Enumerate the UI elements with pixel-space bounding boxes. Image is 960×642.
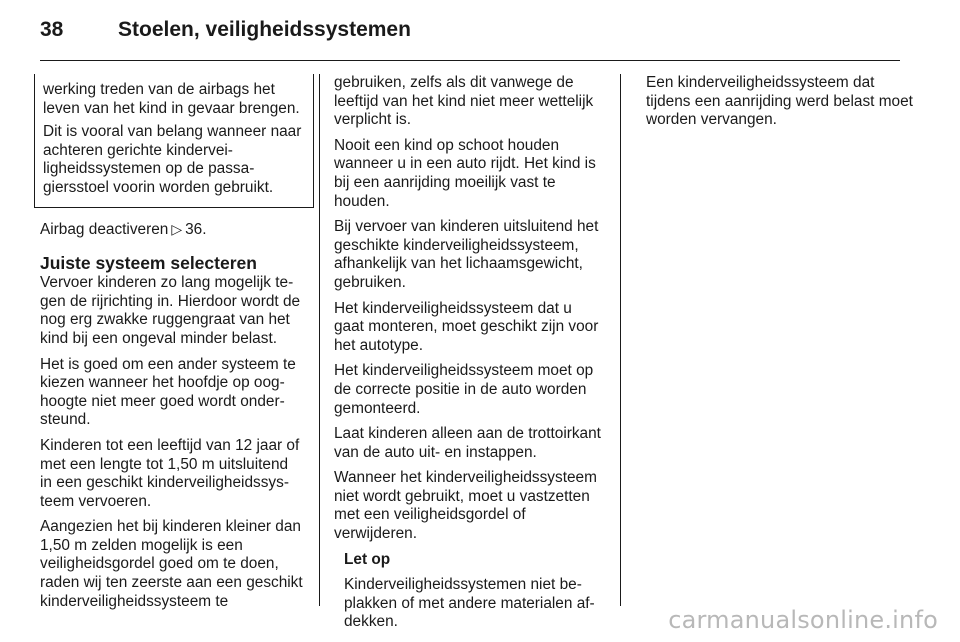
- column-2: [334, 74, 604, 639]
- page-number: 38: [40, 18, 64, 41]
- cross-reference-text: Airbag deactiveren: [40, 220, 169, 238]
- warning-box: [34, 74, 314, 208]
- column-1: [40, 74, 304, 618]
- body-paragraph: Een kinderveiligheidssysteem dat tijdens een aanrijding werd belast moet worden vervangen.: [646, 74, 913, 129]
- body-paragraph: Het kinderveiligheidssysteem moet op de correcte positie in de auto worden gemonteerd.: [334, 362, 594, 417]
- arrow-right-triangle-icon: ▷: [171, 220, 183, 237]
- note-title: Let op: [344, 550, 391, 568]
- header-divider: [40, 60, 900, 61]
- body-paragraph: Het is goed om een ander systeem te kiezen wanneer het hoofdje op ooghoogte niet meer goed wordt ondersteund.: [40, 355, 296, 429]
- body-paragraph: Wanneer het kinderveiligheidssysteem niet wordt gebruikt, moet u vastzetten met een veiligheidsgordel of verwijderen.: [334, 469, 597, 543]
- body-paragraph: Vervoer kinderen zo lang mogelijk tegen de rijrichting in. Hierdoor wordt de nog erg zwakke ruggengraat van het kind bij een ongeval minder belast.: [40, 274, 301, 347]
- warning-paragraph: werking treden van de airbags het leven van het kind in gevaar brengen.: [43, 81, 300, 117]
- warning-paragraph: Dit is vooral van belang wanneer naar achteren gerichte kinderveiligheidssystemen op de passagiersstoel voorin worden gebruikt.: [43, 123, 302, 196]
- cross-reference-page: 36.: [185, 220, 207, 238]
- page-title: Stoelen, veiligheidssystemen: [118, 18, 411, 41]
- note-text: Kinderveiligheidssystemen niet beplakken of met andere materialen afdekken.: [344, 576, 595, 631]
- note-box: [344, 551, 604, 632]
- body-paragraph: Aangezien het bij kinderen kleiner dan 1,50 m zelden mogelijk is een veiligheidsgordel goed om te doen, raden wij ten zeerste aan een geschikt kinderveiligheidssysteem te: [40, 518, 303, 610]
- page-header: [0, 0, 960, 60]
- column-3: [646, 74, 916, 137]
- body-paragraph: Laat kinderen alleen aan de trottoirkant van de auto uit- en instappen.: [334, 425, 601, 461]
- body-paragraph: Het kinderveiligheidssysteem dat u gaat monteren, moet geschikt zijn voor het autotype.: [334, 299, 599, 354]
- column-divider: [620, 74, 621, 606]
- section-heading: Juiste systeem selecteren: [40, 253, 257, 274]
- cross-reference[interactable]: [40, 220, 304, 240]
- watermark: carmanualsonline.info: [668, 606, 938, 634]
- column-divider: [319, 74, 320, 606]
- body-paragraph: Nooit een kind op schoot houden wanneer u in een auto rijdt. Het kind is bij een aanrijding moeilijk vast te houden.: [334, 136, 596, 210]
- body-paragraph: Bij vervoer van kinderen uitsluitend het geschikte kinderveiligheidssysteem, afhankelijk van het lichaamsgewicht, gebruiken.: [334, 218, 599, 291]
- body-paragraph: gebruiken, zelfs als dit vanwege de leeftijd van het kind niet meer wettelijk verplicht is.: [334, 74, 594, 129]
- body-paragraph: Kinderen tot een leeftijd van 12 jaar of met een lengte tot 1,50 m uitsluitend in een geschikt kinderveiligheidssysteem vervoeren.: [40, 436, 300, 510]
